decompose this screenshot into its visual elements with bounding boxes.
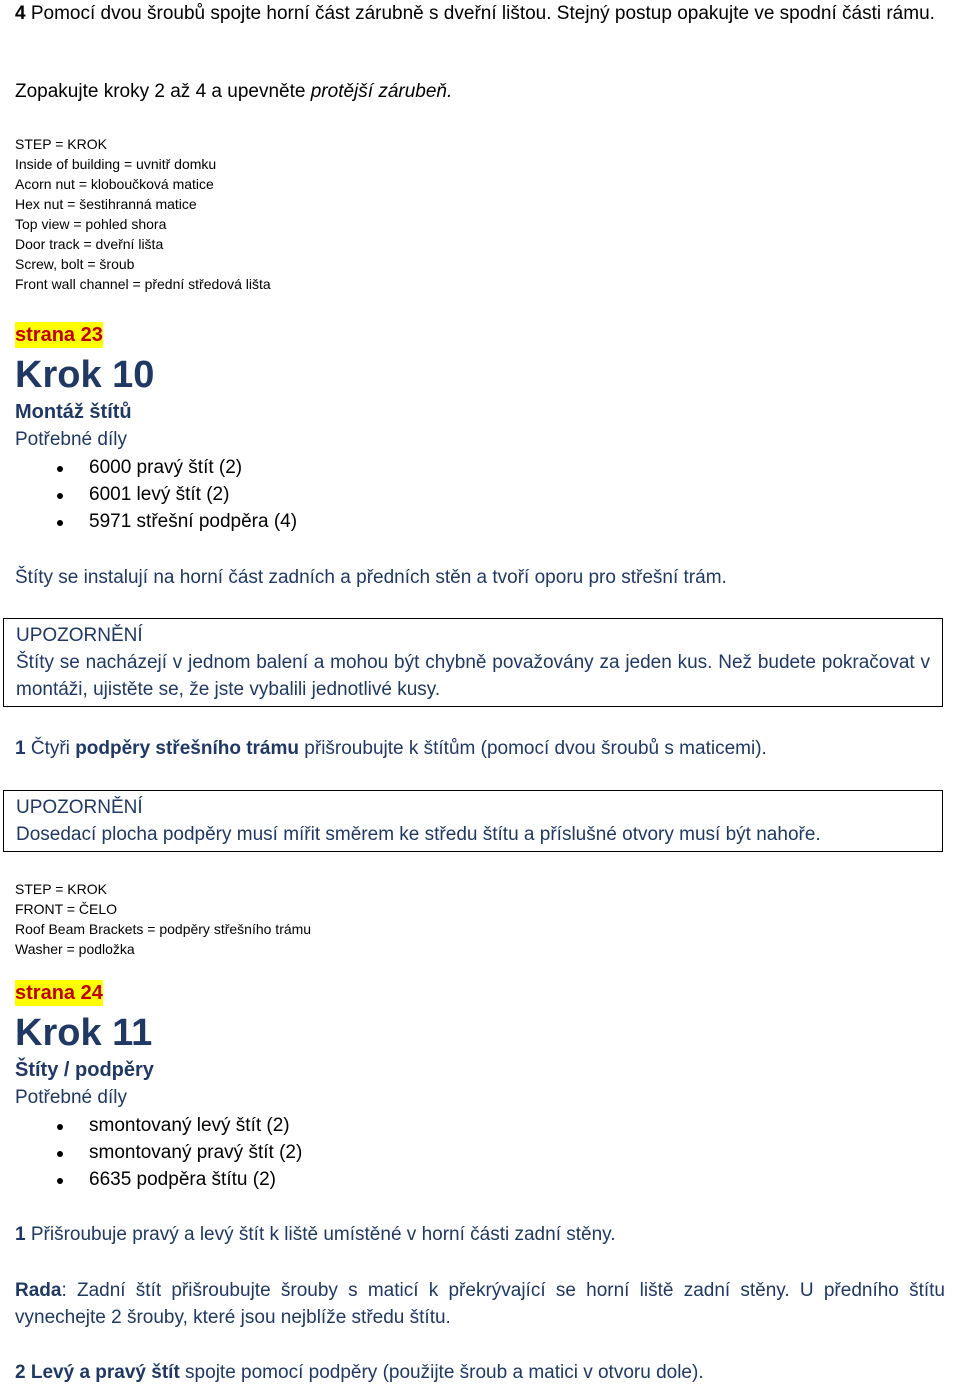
step-bold-text: podpěry střešního trámu: [75, 738, 300, 759]
warning-title: UPOZORNĚNÍ: [16, 625, 143, 646]
krok-10-heading: Krok 10: [15, 354, 155, 396]
part-text: 6001 levý štít (2): [89, 484, 230, 505]
step-bold-text: Levý a pravý štít: [25, 1362, 180, 1383]
page-label-23: [15, 322, 103, 348]
list-item: [15, 1166, 615, 1193]
step-text: přišroubujte k štítům (pomocí dvou šroubů s maticemi).: [299, 738, 767, 759]
step-text: Přišroubuje pravý a levý štít k liště umístěné v horní části zadní stěny.: [25, 1224, 616, 1245]
part-text: 6000 pravý štít (2): [89, 457, 243, 478]
bullet-icon: [57, 466, 63, 472]
page-label: strana 23: [15, 324, 103, 346]
step-number: 2: [15, 1362, 26, 1383]
step-number: 4: [15, 3, 26, 24]
repeat-paragraph: [15, 78, 452, 105]
parts-list: [15, 1112, 615, 1193]
warning-box-2: [3, 790, 943, 852]
tip-label: Rada: [15, 1280, 62, 1301]
step-text: spojte pomocí podpěry (použijte šroub a matici v otvoru dole).: [179, 1362, 704, 1383]
bullet-icon: [57, 493, 63, 499]
tip-text: : Zadní štít přišroubujte šrouby s maticí k překrývající se horní liště zadní stěny. U předního štítu vynechejte 2 šrouby, které jsou nejblíže středu štítu.: [15, 1280, 945, 1328]
warning-box-1: [3, 618, 943, 707]
bullet-icon: [57, 520, 63, 526]
list-item: [15, 508, 615, 535]
list-item: [15, 454, 615, 481]
glossary-1: [15, 134, 271, 294]
glossary-item: STEP = KROK: [15, 136, 107, 152]
step-4-paragraph: [15, 0, 945, 27]
part-text: 5971 střešní podpěra (4): [89, 511, 298, 532]
part-text: smontovaný pravý štít (2): [89, 1142, 303, 1163]
glossary-item: Roof Beam Brackets = podpěry střešního trámu: [15, 921, 312, 937]
glossary-item: STEP = KROK: [15, 881, 107, 897]
tip-paragraph: [15, 1277, 945, 1331]
glossary-item: Door track = dveřní lišta: [15, 236, 164, 252]
glossary-item: Inside of building = uvnitř domku: [15, 156, 217, 172]
warning-text: Štíty se nacházejí v jednom balení a mohou být chybně považovány za jeden kus. Než budete pokračovat v montáži, ujistěte se, že jste vybalili jednotlivé kusy.: [16, 652, 930, 700]
repeat-text: Zopakujte kroky 2 až 4 a upevněte: [15, 81, 311, 102]
parts-label: Potřebné díly: [15, 1087, 127, 1108]
glossary-item: Front wall channel = přední středová lišta: [15, 276, 271, 292]
glossary-item: Screw, bolt = šroub: [15, 256, 135, 272]
step-text: Pomocí dvou šroubů spojte horní část zárubně s dveřní lištou. Stejný postup opakujte ve spodní části rámu.: [25, 3, 935, 24]
part-text: 6635 podpěra štítu (2): [89, 1169, 276, 1190]
step-text: Čtyři: [25, 738, 76, 759]
bullet-icon: [57, 1124, 63, 1130]
krok-11-heading: Krok 11: [15, 1012, 153, 1054]
parts-list: [15, 454, 615, 535]
glossary-item: Hex nut = šestihranná matice: [15, 196, 197, 212]
section-description: Štíty se instalují na horní část zadních a předních stěn a tvoří oporu pro střešní trám.: [15, 567, 727, 588]
bullet-icon: [57, 1151, 63, 1157]
page-label-24: [15, 980, 103, 1006]
glossary-item: Acorn nut = kloboučková matice: [15, 176, 214, 192]
list-item: [15, 481, 615, 508]
krok-11-step-2: [15, 1359, 704, 1386]
glossary-item: Top view = pohled shora: [15, 216, 167, 232]
warning-text: Dosedací plocha podpěry musí mířit směrem ke středu štítu a příslušné otvory musí být nahoře.: [16, 824, 821, 845]
list-item: [15, 1139, 615, 1166]
repeat-emphasis: protější zárubeň.: [310, 81, 453, 102]
bullet-icon: [57, 1178, 63, 1184]
page-label: strana 24: [15, 982, 103, 1004]
parts-label: Potřebné díly: [15, 429, 127, 450]
step-number: 1: [15, 738, 26, 759]
krok-10-step-1: [15, 735, 767, 762]
part-text: smontovaný levý štít (2): [89, 1115, 290, 1136]
glossary-2: [15, 879, 311, 959]
krok-11-step-1: [15, 1221, 616, 1248]
list-item: [15, 1112, 615, 1139]
section-subtitle: Montáž štítů: [15, 401, 132, 423]
warning-title: UPOZORNĚNÍ: [16, 797, 143, 818]
glossary-item: FRONT = ČELO: [15, 901, 118, 917]
glossary-item: Washer = podložka: [15, 941, 135, 957]
section-subtitle: Štíty / podpěry: [15, 1059, 154, 1081]
step-number: 1: [15, 1224, 26, 1245]
